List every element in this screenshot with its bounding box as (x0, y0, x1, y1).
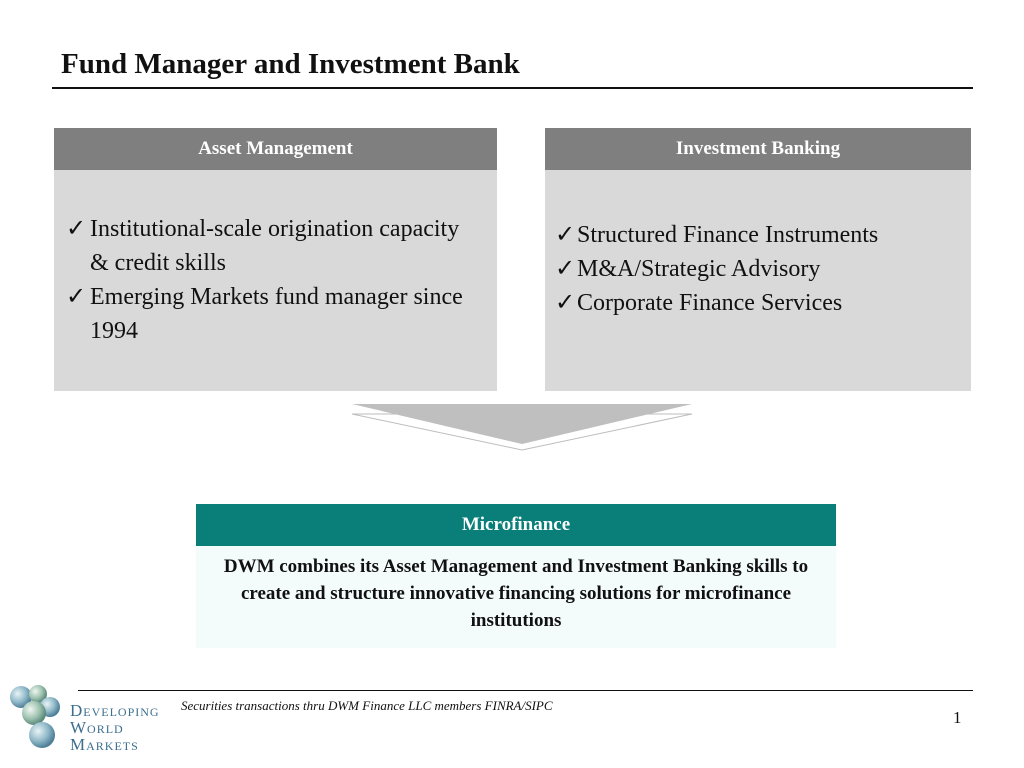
list-item (66, 280, 467, 348)
checkmark-icon: ✓ (66, 284, 87, 310)
investment-banking-list (545, 170, 971, 320)
footer-disclaimer: Securities transactions thru DWM Finance LLC members FINRA/SIPC (181, 698, 553, 713)
list-item-text: Corporate Finance Services (577, 290, 843, 316)
checkmark-icon: ✓ (555, 256, 576, 282)
microfinance-description: DWM combines its Asset Management and Investment Banking skills to create and structure innovative financing solutions for microfinance institutions (223, 556, 809, 631)
logo-line: World (70, 718, 124, 737)
list-item-text: M&A/Strategic Advisory (577, 256, 821, 282)
checkmark-icon: ✓ (555, 222, 576, 248)
list-item-text: Emerging Markets fund manager since 1994 (90, 284, 463, 344)
investment-banking-panel (545, 128, 971, 391)
checkmark-icon: ✓ (66, 216, 87, 242)
asset-management-heading: Asset Management (54, 128, 497, 170)
list-item (555, 252, 961, 286)
list-item (66, 212, 467, 280)
company-logo-wordmark (70, 702, 160, 753)
checkmark-icon: ✓ (555, 290, 576, 316)
title-divider (52, 87, 973, 89)
list-item (555, 218, 961, 252)
list-item-text: Structured Finance Instruments (577, 222, 879, 248)
page-title: Fund Manager and Investment Bank (61, 48, 520, 80)
logo-line: Developing (70, 701, 160, 720)
down-chevron-arrow-icon (350, 402, 694, 454)
list-item-text: Institutional-scale origination capacity & credit skills (90, 216, 460, 276)
asset-management-list (54, 170, 497, 348)
globe-spheres-icon (8, 683, 70, 753)
investment-banking-heading: Investment Banking (545, 128, 971, 170)
asset-management-panel (54, 128, 497, 391)
list-item (555, 286, 961, 320)
microfinance-heading: Microfinance (196, 504, 836, 546)
logo-line: Markets (70, 735, 139, 754)
footer-divider (78, 690, 973, 691)
page-number: 1 (953, 708, 962, 727)
microfinance-box (196, 504, 836, 648)
